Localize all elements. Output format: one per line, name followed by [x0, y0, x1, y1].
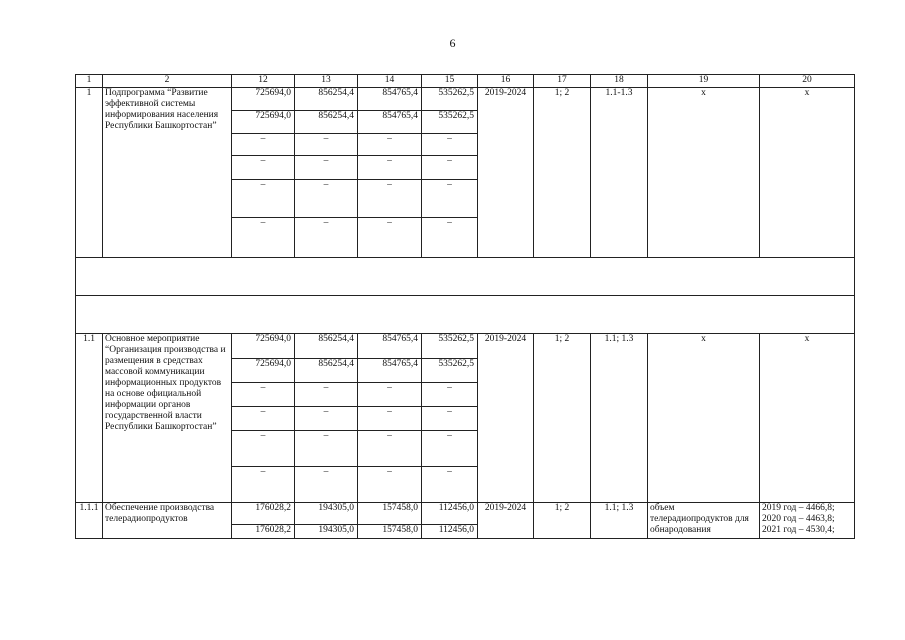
value-cell: –	[422, 467, 478, 503]
value-cell: –	[358, 431, 422, 467]
value-cell: 176028,2	[232, 525, 295, 539]
value-cell: –	[232, 407, 295, 431]
value-cell: 535262,5	[422, 111, 478, 134]
value-cell: –	[422, 383, 478, 407]
value-cell: –	[295, 383, 358, 407]
col17-cell: 1; 2	[534, 88, 591, 258]
value-cell: –	[358, 383, 422, 407]
value-cell: 535262,5	[422, 359, 478, 383]
table-row	[76, 503, 855, 525]
header-cell: 19	[648, 75, 760, 88]
value-cell: –	[295, 156, 358, 180]
period-cell: 2019-2024	[478, 334, 534, 503]
row-name: Основное мероприятие “Организация производства и размещения в средствах массовой коммуникации информационных продуктов на основе официальной информации органов государственной власти Республики Башкортостан”	[103, 334, 232, 503]
header-cell: 1	[76, 75, 103, 88]
budget-table	[75, 74, 855, 539]
value-cell: 854765,4	[358, 359, 422, 383]
col18-cell: 1.1-1.3	[591, 88, 648, 258]
header-cell: 12	[232, 75, 295, 88]
value-cell: –	[232, 156, 295, 180]
value-cell: 854765,4	[358, 88, 422, 111]
value-cell: –	[232, 467, 295, 503]
value-cell: –	[358, 467, 422, 503]
value-cell: –	[422, 134, 478, 156]
col17-cell: 1; 2	[534, 503, 591, 539]
col19-cell: х	[648, 88, 760, 258]
value-cell: –	[422, 218, 478, 258]
value-cell: 176028,2	[232, 503, 295, 525]
row-id: 1.1.1	[76, 503, 103, 539]
value-cell: 535262,5	[422, 88, 478, 111]
period-cell: 2019-2024	[478, 88, 534, 258]
value-cell: 112456,0	[422, 503, 478, 525]
value-cell: –	[422, 156, 478, 180]
value-cell: –	[232, 218, 295, 258]
row-name: Подпрограмма “Развитие эффективной системы информирования населения Республики Башкортостан”	[103, 88, 232, 258]
value-cell: –	[232, 431, 295, 467]
value-cell: –	[232, 383, 295, 407]
value-cell: 725694,0	[232, 111, 295, 134]
header-cell: 20	[760, 75, 855, 88]
value-cell: –	[232, 134, 295, 156]
header-cell: 14	[358, 75, 422, 88]
header-cell: 17	[534, 75, 591, 88]
header-cell: 15	[422, 75, 478, 88]
row-name: Обеспечение производства телерадиопродуктов	[103, 503, 232, 539]
value-cell: –	[295, 180, 358, 218]
value-cell: 856254,4	[295, 88, 358, 111]
table-row	[76, 334, 855, 359]
value-cell: 157458,0	[358, 503, 422, 525]
value-cell: –	[295, 134, 358, 156]
value-cell: –	[295, 218, 358, 258]
value-cell: –	[422, 180, 478, 218]
value-cell: 856254,4	[295, 359, 358, 383]
blank-cell	[76, 296, 855, 334]
header-cell: 2	[103, 75, 232, 88]
value-cell: –	[295, 467, 358, 503]
col17-cell: 1; 2	[534, 334, 591, 503]
value-cell: 194305,0	[295, 503, 358, 525]
header-row	[76, 75, 855, 88]
value-cell: –	[358, 180, 422, 218]
value-cell: –	[422, 407, 478, 431]
row-id: 1	[76, 88, 103, 258]
value-cell: 725694,0	[232, 359, 295, 383]
value-cell: 856254,4	[295, 111, 358, 134]
row-id: 1.1	[76, 334, 103, 503]
period-cell: 2019-2024	[478, 503, 534, 539]
col19-cell: объем телерадиопродуктов для обнародования	[648, 503, 760, 539]
col18-cell: 1.1; 1.3	[591, 334, 648, 503]
header-cell: 16	[478, 75, 534, 88]
value-cell: –	[295, 431, 358, 467]
blank-row	[76, 258, 855, 296]
col18-cell: 1.1; 1.3	[591, 503, 648, 539]
value-cell: –	[422, 431, 478, 467]
value-cell: 535262,5	[422, 334, 478, 359]
header-cell: 13	[295, 75, 358, 88]
value-cell: –	[358, 156, 422, 180]
value-cell: –	[358, 218, 422, 258]
value-cell: –	[232, 180, 295, 218]
value-cell: –	[295, 407, 358, 431]
value-cell: 854765,4	[358, 111, 422, 134]
col19-cell: х	[648, 334, 760, 503]
header-cell: 18	[591, 75, 648, 88]
blank-row	[76, 296, 855, 334]
col20-cell: х	[760, 334, 855, 503]
value-cell: 194305,0	[295, 525, 358, 539]
value-cell: 725694,0	[232, 334, 295, 359]
col20-cell: 2019 год – 4466,8; 2020 год – 4463,8; 2021 год – 4530,4;	[760, 503, 855, 539]
value-cell: 854765,4	[358, 334, 422, 359]
page-number: 6	[449, 36, 456, 50]
value-cell: 112456,0	[422, 525, 478, 539]
table-row	[76, 88, 855, 111]
value-cell: 725694,0	[232, 88, 295, 111]
blank-cell	[76, 258, 855, 296]
col20-cell: х	[760, 88, 855, 258]
value-cell: 856254,4	[295, 334, 358, 359]
value-cell: 157458,0	[358, 525, 422, 539]
value-cell: –	[358, 134, 422, 156]
value-cell: –	[358, 407, 422, 431]
